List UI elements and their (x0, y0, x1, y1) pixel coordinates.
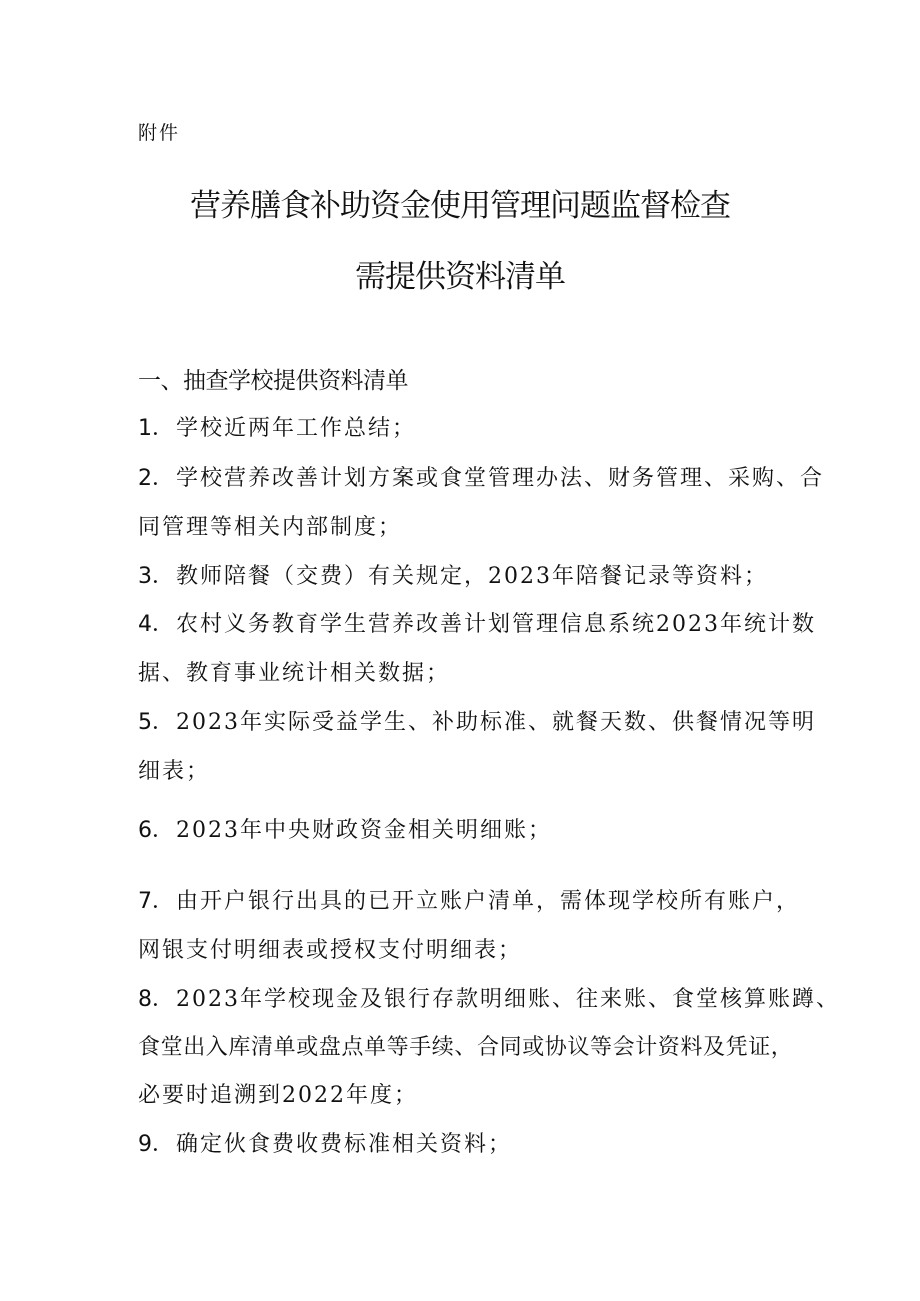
list-item-number: 1 (138, 416, 152, 441)
list-item-4-line-1 (138, 607, 816, 638)
list-item-text: ．教师陪餐（交费）有关规定，2023年陪餐记录等资料； (152, 564, 768, 589)
list-item-text: ．学校营养改善计划方案或食堂管理办法、财务管理、采购、合 (152, 466, 825, 491)
list-item-text: ．农村义务教育学生营养改善计划管理信息系统2023年统计数 (152, 612, 816, 637)
list-item-8-line-2: 食堂出入库清单或盘点单等手续、合同或协议等会计资料及凭证， (138, 1035, 794, 1060)
section-heading: 一、抽查学校提供资料清单 (138, 368, 408, 394)
list-item-number: 2 (138, 466, 152, 491)
list-item-text: ．2023年实际受益学生、补助标准、就餐天数、供餐情况等明 (152, 710, 816, 735)
list-item-number: 4 (138, 612, 152, 637)
list-item-2-line-2: 同管理等相关内部制度； (138, 515, 403, 540)
list-item-5-line-2: 细表； (138, 759, 211, 784)
list-item-8-line-1 (138, 982, 840, 1013)
list-item-4-line-2: 据、教育事业统计相关数据； (138, 661, 451, 686)
document-title-line-2: 需提供资料清单 (355, 259, 565, 295)
list-item-number: 8 (138, 987, 152, 1012)
list-item-7-line-1 (138, 884, 800, 915)
list-item-text: ．2023年中央财政资金相关明细账； (152, 818, 552, 843)
list-item-number: 5 (138, 710, 152, 735)
list-item-number: 9 (138, 1132, 152, 1157)
list-item-text: ．学校近两年工作总结； (152, 416, 417, 441)
list-item-7-line-2: 网银支付明细表或授权支付明细表； (138, 938, 523, 963)
list-item-number: 3 (138, 564, 152, 589)
list-item-2-line-1 (138, 461, 824, 492)
list-item-text: ．确定伙食费收费标准相关资料； (152, 1132, 513, 1157)
list-item-6-line-1 (138, 813, 552, 844)
list-item-5-line-1 (138, 705, 816, 736)
list-item-9-line-1 (138, 1127, 512, 1158)
list-item-number: 7 (138, 889, 152, 914)
document-title-line-1: 营养膳食补助资金使用管理问题监督检查 (190, 188, 730, 224)
list-item-number: 6 (138, 818, 152, 843)
list-item-text: ．2023年学校现金及银行存款明细账、往来账、食堂核算账蹲、 (152, 987, 840, 1012)
attachment-label: 附件 (138, 122, 181, 144)
list-item-1-line-1 (138, 411, 416, 442)
list-item-8-line-3: 必要时追溯到2022年度； (138, 1083, 418, 1108)
list-item-text: ．由开户银行出具的已开立账户清单，需体现学校所有账户， (152, 889, 801, 914)
list-item-3-line-1 (138, 559, 768, 590)
